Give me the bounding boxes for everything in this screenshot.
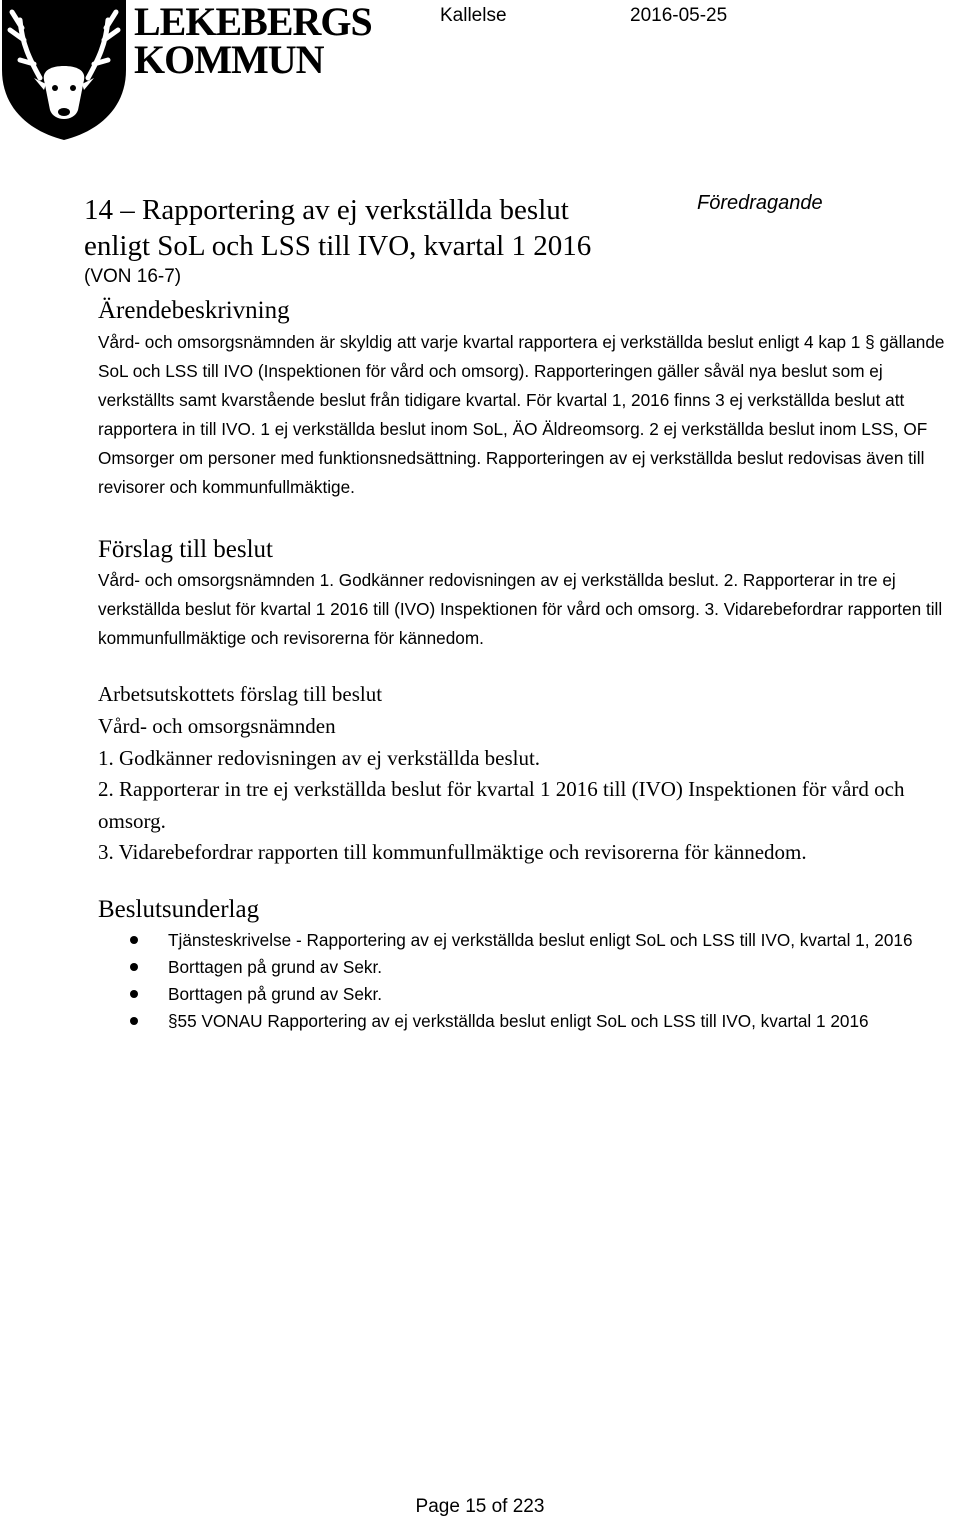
list-item (130, 981, 950, 1007)
proposal-heading: Förslag till beslut (98, 536, 273, 563)
committee-proposal-body: Vård- och omsorgsnämnden (98, 714, 336, 738)
reference-code: (VON 16-7) (84, 266, 182, 287)
document-date: 2016-05-25 (630, 5, 728, 26)
bullet-icon (130, 936, 138, 944)
presenter-label: Föredragande (697, 192, 823, 214)
proposal-text: Vård- och omsorgsnämnden 1. Godkänner redovisningen av ej verkställda beslut. 2. Rapporterar in tre ej verkställda beslut för kvartal 1 2016 till (IVO) Inspektionen för vård och omsorg. 3. Vidarebefordrar rapporten till kommunfullmäktige och revisorerna för kännedom. (98, 570, 943, 648)
list-item-text: §55 VONAU Rapportering av ej verkställda beslut enligt SoL och LSS till IVO, kvartal 1 2016 (168, 1011, 869, 1031)
committee-proposal-heading: Arbetsutskottets förslag till beslut (98, 682, 383, 706)
basis-heading: Beslutsunderlag (98, 896, 260, 923)
page-number: Page 15 of 223 (415, 1496, 545, 1517)
committee-point-2: 2. Rapporterar in tre ej verkställda beslut för kvartal 1 2016 till (IVO) Inspektionen för vård och omsorg. (98, 777, 905, 833)
municipality-logo (0, 0, 380, 140)
bullet-icon (130, 963, 138, 971)
list-item (130, 1008, 950, 1034)
logo-text-line1: LEKEBERGS (134, 0, 372, 44)
list-item (130, 954, 950, 980)
item-title-line2: enligt SoL och LSS till IVO, kvartal 1 2016 (84, 230, 592, 262)
list-item (130, 927, 950, 953)
bullet-icon (130, 990, 138, 998)
item-title-line1: 14 – Rapportering av ej verkställda beslut (84, 194, 569, 226)
description-heading: Ärendebeskrivning (98, 297, 290, 324)
list-item-text: Borttagen på grund av Sekr. (168, 957, 383, 977)
basis-list (130, 927, 950, 1035)
logo-text-line2: KOMMUN (134, 37, 324, 82)
coat-of-arms-icon (0, 0, 130, 140)
bullet-icon (130, 1017, 138, 1025)
committee-point-1: 1. Godkänner redovisningen av ej verkställda beslut. (98, 746, 541, 770)
list-item-text: Borttagen på grund av Sekr. (168, 984, 383, 1004)
description-text: Vård- och omsorgsnämnden är skyldig att varje kvartal rapportera ej verkställda beslut enligt 4 kap 1 § gällande SoL och LSS till IVO (Inspektionen för vård och omsorg). Rapporteringen gäller såväl nya beslut som ej verkställts samt kvarstående beslut från tidigare kvartal. För kvartal 1, 2016 finns 3 ej verkställda beslut att rapportera in till IVO. 1 ej verkställda beslut inom SoL, ÄO Äldreomsorg. 2 ej verkställda beslut inom LSS, OF Omsorger om personer med funktionsnedsättning. Rapporteringen av ej verkställda beslut redovisas även till revisorer och kommunfullmäktige. (98, 332, 945, 497)
committee-point-3: 3. Vidarebefordrar rapporten till kommunfullmäktige och revisorerna för kännedom. (98, 840, 807, 864)
list-item-text: Tjänsteskrivelse - Rapportering av ej verkställda beslut enligt SoL och LSS till IVO, kvartal 1, 2016 (168, 930, 913, 950)
document-type: Kallelse (440, 5, 507, 26)
